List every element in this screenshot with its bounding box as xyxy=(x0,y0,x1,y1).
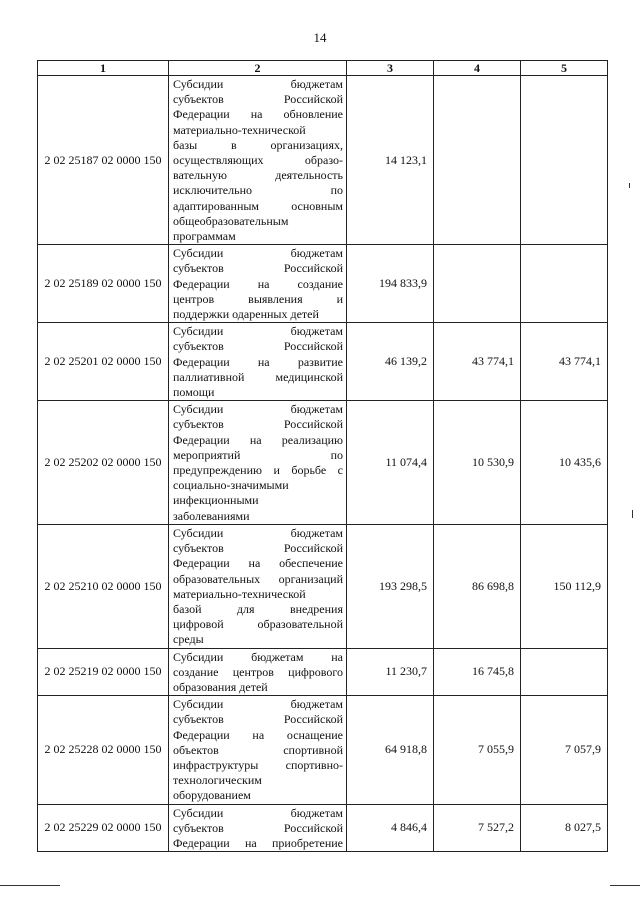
budget-code-cell: 2 02 25229 02 0000 150 xyxy=(38,804,169,852)
amount-cell-col5: 150 112,9 xyxy=(521,524,608,648)
subsidy-name-line: образовательных организаций xyxy=(173,571,343,586)
page-number: 14 xyxy=(313,30,327,45)
subsidy-name-line: паллиативной медицинской xyxy=(173,369,343,384)
subsidy-name-cell xyxy=(169,804,347,852)
table-row xyxy=(38,323,608,401)
budget-code-cell: 2 02 25228 02 0000 150 xyxy=(38,696,169,804)
table-body xyxy=(38,76,608,852)
budget-revenue-table xyxy=(37,60,608,852)
subsidy-name-line: Федерации на оснащение xyxy=(173,727,343,742)
subsidy-name-cell xyxy=(169,401,347,525)
subsidy-name-line: субъектов Российской xyxy=(173,261,343,276)
amount-cell-col5: 8 027,5 xyxy=(521,804,608,852)
subsidy-name-line: базой для внедрения xyxy=(173,601,343,616)
scan-mark xyxy=(629,183,630,188)
subsidy-name-line: Субсидии бюджетам xyxy=(173,402,343,417)
subsidy-name-line: оборудованием xyxy=(173,788,251,803)
subsidy-name-line: Субсидии бюджетам xyxy=(173,246,343,261)
subsidy-name-cell xyxy=(169,245,347,323)
subsidy-name-line: вательную деятельность xyxy=(173,168,343,183)
subsidy-name-line: Субсидии бюджетам xyxy=(173,77,343,91)
subsidy-name-cell xyxy=(169,76,347,245)
amount-cell-col3: 11 230,7 xyxy=(347,648,434,696)
budget-code-cell: 2 02 25201 02 0000 150 xyxy=(38,323,169,401)
amount-cell-col5: 10 435,6 xyxy=(521,401,608,525)
subsidy-name-line: Субсидии бюджетам xyxy=(173,525,343,540)
budget-code-cell: 2 02 25189 02 0000 150 xyxy=(38,245,169,323)
subsidy-name-line: центров выявления и xyxy=(173,291,343,306)
subsidy-name-line: предупреждению и борьбе с xyxy=(173,463,343,478)
subsidy-name-line: исключительно по xyxy=(173,183,343,198)
subsidy-name-line: Федерации на обновление xyxy=(173,107,343,122)
subsidy-name-line: Федерации на создание xyxy=(173,276,343,291)
amount-cell-col3: 11 074,4 xyxy=(347,401,434,525)
amount-cell-col3: 193 298,5 xyxy=(347,524,434,648)
budget-code-cell: 2 02 25219 02 0000 150 xyxy=(38,648,169,696)
column-header-1: 1 xyxy=(38,61,169,76)
subsidy-name-line: поддержки одаренных детей xyxy=(173,307,319,322)
table-header-row xyxy=(38,61,608,76)
subsidy-name-line: субъектов Российской xyxy=(173,541,343,556)
table-row xyxy=(38,245,608,323)
table-row xyxy=(38,696,608,804)
subsidy-name-line: адаптированным основным xyxy=(173,198,343,213)
scan-mark xyxy=(610,885,640,886)
subsidy-name-cell xyxy=(169,696,347,804)
amount-cell-col5: 43 774,1 xyxy=(521,323,608,401)
budget-code-cell: 2 02 25210 02 0000 150 xyxy=(38,524,169,648)
amount-cell-col3: 46 139,2 xyxy=(347,323,434,401)
subsidy-name-line: осуществляющих образо- xyxy=(173,153,343,168)
subsidy-name-line: Субсидии бюджетам xyxy=(173,324,343,339)
subsidy-name-line: субъектов Российской xyxy=(173,712,343,727)
subsidy-name-line: материально-технической xyxy=(173,586,306,601)
subsidy-name-line: программам xyxy=(173,229,236,244)
table-row xyxy=(38,76,608,245)
amount-cell-col3: 64 918,8 xyxy=(347,696,434,804)
table-row xyxy=(38,401,608,525)
amount-cell-col4: 86 698,8 xyxy=(434,524,521,648)
amount-cell-col3: 14 123,1 xyxy=(347,76,434,245)
table-row xyxy=(38,804,608,852)
subsidy-name-line: социально-значимыми xyxy=(173,478,289,493)
amount-cell-col3: 4 846,4 xyxy=(347,804,434,852)
subsidy-name-line: заболеваниями xyxy=(173,508,250,523)
column-header-3: 3 xyxy=(347,61,434,76)
subsidy-name-line: общеобразовательным xyxy=(173,213,289,228)
subsidy-name-line: субъектов Российской xyxy=(173,417,343,432)
scan-mark xyxy=(632,510,633,518)
subsidy-name-cell xyxy=(169,323,347,401)
amount-cell-col4: 43 774,1 xyxy=(434,323,521,401)
subsidy-name-line: инфраструктуры спортивно- xyxy=(173,757,343,772)
table-row xyxy=(38,648,608,696)
subsidy-name-line: образования детей xyxy=(173,679,268,694)
subsidy-name-line: объектов спортивной xyxy=(173,742,343,757)
amount-cell-col3: 194 833,9 xyxy=(347,245,434,323)
subsidy-name-cell xyxy=(169,648,347,696)
budget-code-cell: 2 02 25202 02 0000 150 xyxy=(38,401,169,525)
table-row xyxy=(38,524,608,648)
scan-mark xyxy=(0,885,60,886)
subsidy-name-cell xyxy=(169,524,347,648)
subsidy-name-line: Федерации на приобретение xyxy=(173,835,343,850)
budget-code-cell: 2 02 25187 02 0000 150 xyxy=(38,76,169,245)
subsidy-name-line: субъектов Российской xyxy=(173,820,343,835)
subsidy-name-line: помощи xyxy=(173,385,215,400)
column-header-4: 4 xyxy=(434,61,521,76)
subsidy-name-line: среды xyxy=(173,632,204,647)
subsidy-name-line: мероприятий по xyxy=(173,447,343,462)
subsidy-name-line: Федерации на обеспечение xyxy=(173,556,343,571)
subsidy-name-line: технологическим xyxy=(173,773,262,788)
subsidy-name-line: базы в организациях, xyxy=(173,137,343,152)
column-header-2: 2 xyxy=(169,61,347,76)
subsidy-name-line: материально-технической xyxy=(173,122,306,137)
amount-cell-col4 xyxy=(434,76,521,245)
subsidy-name-line: создание центров цифрового xyxy=(173,664,343,679)
amount-cell-col4: 16 745,8 xyxy=(434,648,521,696)
subsidy-name-line: Субсидии бюджетам xyxy=(173,697,343,712)
subsidy-name-line: Субсидии бюджетам на xyxy=(173,649,343,664)
amount-cell-col5 xyxy=(521,245,608,323)
subsidy-name-line: субъектов Российской xyxy=(173,92,343,107)
amount-cell-col4: 7 055,9 xyxy=(434,696,521,804)
amount-cell-col5 xyxy=(521,648,608,696)
amount-cell-col5: 7 057,9 xyxy=(521,696,608,804)
subsidy-name-line: субъектов Российской xyxy=(173,339,343,354)
amount-cell-col4: 10 530,9 xyxy=(434,401,521,525)
amount-cell-col4 xyxy=(434,245,521,323)
amount-cell-col5 xyxy=(521,76,608,245)
column-header-5: 5 xyxy=(521,61,608,76)
subsidy-name-line: Федерации на развитие xyxy=(173,354,343,369)
subsidy-name-line: Субсидии бюджетам xyxy=(173,805,343,820)
subsidy-name-line: инфекционными xyxy=(173,493,259,508)
subsidy-name-line: Федерации на реализацию xyxy=(173,432,343,447)
amount-cell-col4: 7 527,2 xyxy=(434,804,521,852)
subsidy-name-line: цифровой образовательной xyxy=(173,617,343,632)
